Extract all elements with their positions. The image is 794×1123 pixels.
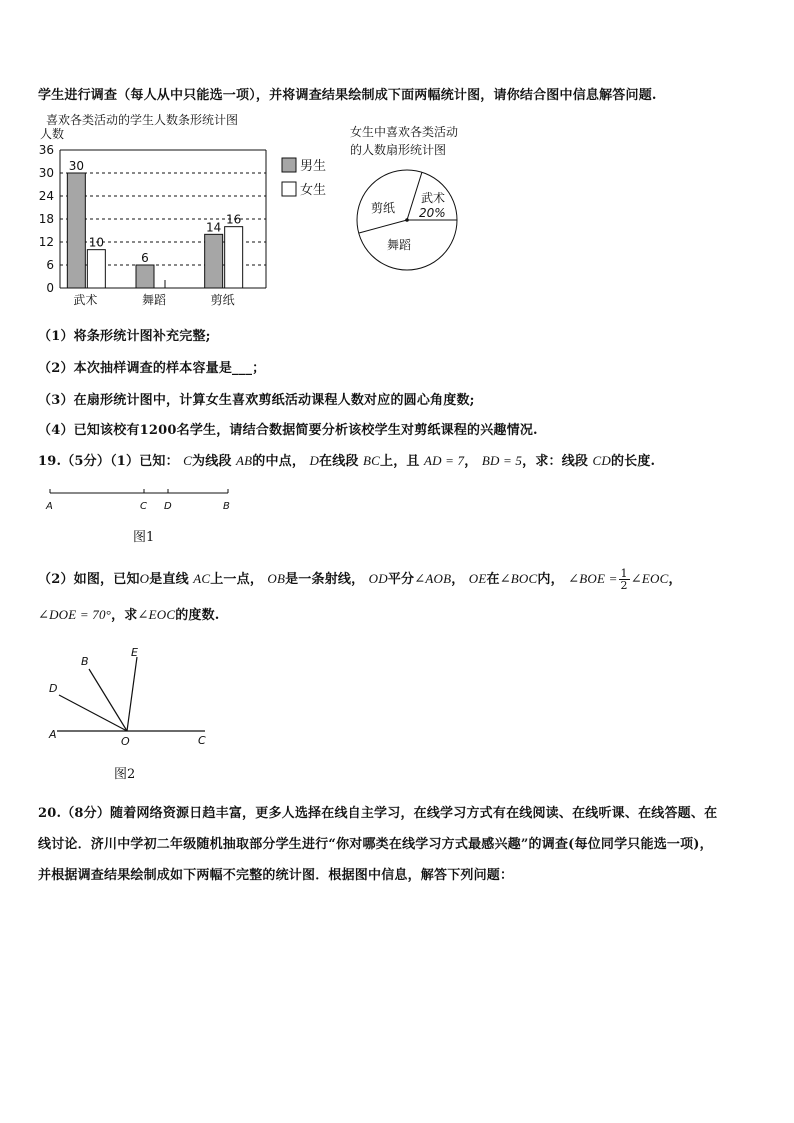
- bar-category-label: 舞蹈: [141, 293, 167, 307]
- q20-line3: 并根据调查结果绘制成如下两幅不完整的统计图．根据图中信息，解答下列问题：: [38, 868, 514, 883]
- bar-ytick-label: 24: [38, 189, 54, 203]
- figure-2-angles: [45, 645, 235, 755]
- bar-ytick-label: 6: [46, 258, 54, 272]
- q19-number: 19.（5分）: [38, 454, 111, 469]
- pie-center: [405, 218, 409, 222]
- bar-ytick-label: 36: [38, 143, 54, 157]
- math-CD: CD: [592, 453, 611, 468]
- q19-p2-text: 上一点，: [210, 572, 264, 587]
- bar-male: [67, 173, 85, 288]
- q18-part2: （2）本次抽样调查的样本容量是___；: [38, 361, 266, 376]
- legend-label: 女生: [300, 183, 327, 198]
- bar-chart-title: 喜欢各类活动的学生人数条形统计图: [46, 113, 239, 127]
- pie-divider-3: [359, 220, 407, 233]
- bar-female: [225, 227, 243, 288]
- pie-slice-label-wudao: 舞蹈: [387, 238, 412, 252]
- bar-data-label: 14: [206, 220, 222, 235]
- point-label-A2: A: [49, 728, 57, 741]
- math-AB: AB: [235, 453, 253, 468]
- q19-p1-text: 上，且: [380, 454, 420, 469]
- bar-data-label: 16: [226, 212, 242, 227]
- bar-ytick-label: 18: [38, 212, 54, 226]
- q20-line2: 线讨论．济川中学初二年级随机抽取部分学生进行“你对哪类在线学习方式最感兴趣”的调查(每位同学只能选一项)，: [38, 837, 713, 852]
- math-D: D: [309, 453, 320, 468]
- point-label-D: D: [164, 501, 172, 512]
- q19-part1-line: [38, 450, 655, 469]
- bar-male: [136, 265, 154, 288]
- q19-part2-line2: [38, 604, 220, 623]
- bar-ytick-label: 0: [46, 281, 54, 295]
- math-OE: OE: [468, 571, 487, 586]
- pie-slice-label-jianzhi: 剪纸: [371, 201, 396, 215]
- point-label-B: B: [223, 501, 230, 512]
- q19-p2-text: 是一条射线，: [285, 572, 365, 587]
- point-label-C2: C: [198, 734, 206, 747]
- math-C: C: [183, 453, 193, 468]
- legend-label: 男生: [300, 159, 327, 174]
- pie-title-line2: 的人数扇形统计图: [350, 143, 447, 157]
- q19-p2-text: 是直线: [149, 572, 189, 587]
- q18-part3: （3）在扇形统计图中，计算女生喜欢剪纸活动课程人数对应的圆心角度数;: [38, 393, 475, 408]
- fraction-one-half: [619, 568, 630, 591]
- legend-swatch: [282, 182, 296, 196]
- q19-p1-text: ，求：线段: [522, 454, 589, 469]
- bar-data-label: 6: [141, 251, 149, 265]
- bar-male: [205, 234, 223, 288]
- figure-1-caption: 图1: [133, 530, 155, 545]
- intro-line: 学生进行调查（每人从中只能选一项），并将调查结果绘制成下面两幅统计图，请你结合图中信息解答问题.: [38, 88, 657, 103]
- q19-p2-text: ，: [451, 572, 465, 587]
- math-AOB: ∠AOB: [414, 571, 452, 586]
- pie-title-line1: 女生中喜欢各类活动: [350, 125, 459, 139]
- math-EOC: ∠EOC: [630, 571, 669, 586]
- math-BD: BD = 5: [481, 453, 523, 468]
- q18-part1: （1）将条形统计图补充完整;: [38, 329, 211, 344]
- math-AD: AD = 7: [423, 453, 465, 468]
- q19-p1-text: 的中点，: [252, 454, 306, 469]
- q19-p2-text: ，求: [111, 608, 138, 623]
- q19-p1-text: ，: [464, 454, 478, 469]
- point-label-A: A: [46, 501, 53, 512]
- q19-p1-text: 在线段: [319, 454, 359, 469]
- pie-slice-value-wushu: 20%: [419, 206, 446, 220]
- bar-ytick-label: 30: [38, 166, 54, 180]
- legend-swatch: [282, 158, 296, 172]
- math-OD: OD: [368, 571, 388, 586]
- math-BOE: ∠BOE =: [568, 571, 618, 586]
- point-label-O: O: [121, 735, 130, 748]
- q19-p1-text: （1）已知：: [110, 454, 179, 469]
- math-AC: AC: [193, 571, 211, 586]
- math-BC: BC: [362, 453, 380, 468]
- q19-p2-text: 的度数.: [175, 608, 220, 623]
- point-label-C: C: [140, 501, 147, 512]
- bar-category-label: 剪纸: [210, 293, 235, 307]
- q19-p2-text: 在: [486, 572, 500, 587]
- fraction-denominator: 2: [620, 579, 628, 592]
- pie-slice-label-wushu: 武术: [421, 191, 446, 205]
- q19-part2-line1: [38, 568, 682, 591]
- q19-p2-text: 内，: [537, 572, 564, 587]
- q19-p2-text: （2）如图，已知: [38, 572, 140, 587]
- q19-p1-text: 的长度.: [610, 454, 656, 469]
- math-O: O: [139, 571, 150, 586]
- q19-p1-text: 为线段: [192, 454, 232, 469]
- q20-line1: 20.（8分）随着网络资源日趋丰富，更多人选择在线自主学习，在线学习方式有在线阅读、在线听课、在线答题、在: [38, 806, 718, 821]
- bar-ytick-label: 12: [38, 235, 54, 249]
- point-label-B2: B: [81, 655, 89, 668]
- bar-chart-ylabel: 人数: [40, 127, 65, 141]
- math-BOC: ∠BOC: [499, 571, 538, 586]
- bar-data-label: 10: [88, 235, 104, 250]
- pie-chart: [345, 120, 485, 280]
- bar-female: [87, 250, 105, 288]
- q18-part4: （4）已知该校有1200名学生，请结合数据简要分析该校学生对剪纸课程的兴趣情况.: [38, 423, 538, 438]
- q19-p2-text: 平分: [387, 572, 415, 587]
- figure-1-segment: [40, 483, 240, 523]
- bar-category-label: 武术: [73, 293, 98, 307]
- point-label-D2: D: [49, 682, 58, 695]
- fraction-numerator: 1: [620, 567, 628, 580]
- bar-data-label: 30: [68, 159, 84, 173]
- q19-p2-text: ，: [668, 572, 682, 587]
- bar-chart: [30, 108, 330, 308]
- math-DOE: ∠DOE = 70°: [38, 607, 112, 622]
- point-label-E: E: [131, 646, 138, 659]
- math-OB: OB: [267, 571, 286, 586]
- figure-2-caption: 图2: [114, 767, 136, 782]
- math-EOC-2: ∠EOC: [137, 607, 176, 622]
